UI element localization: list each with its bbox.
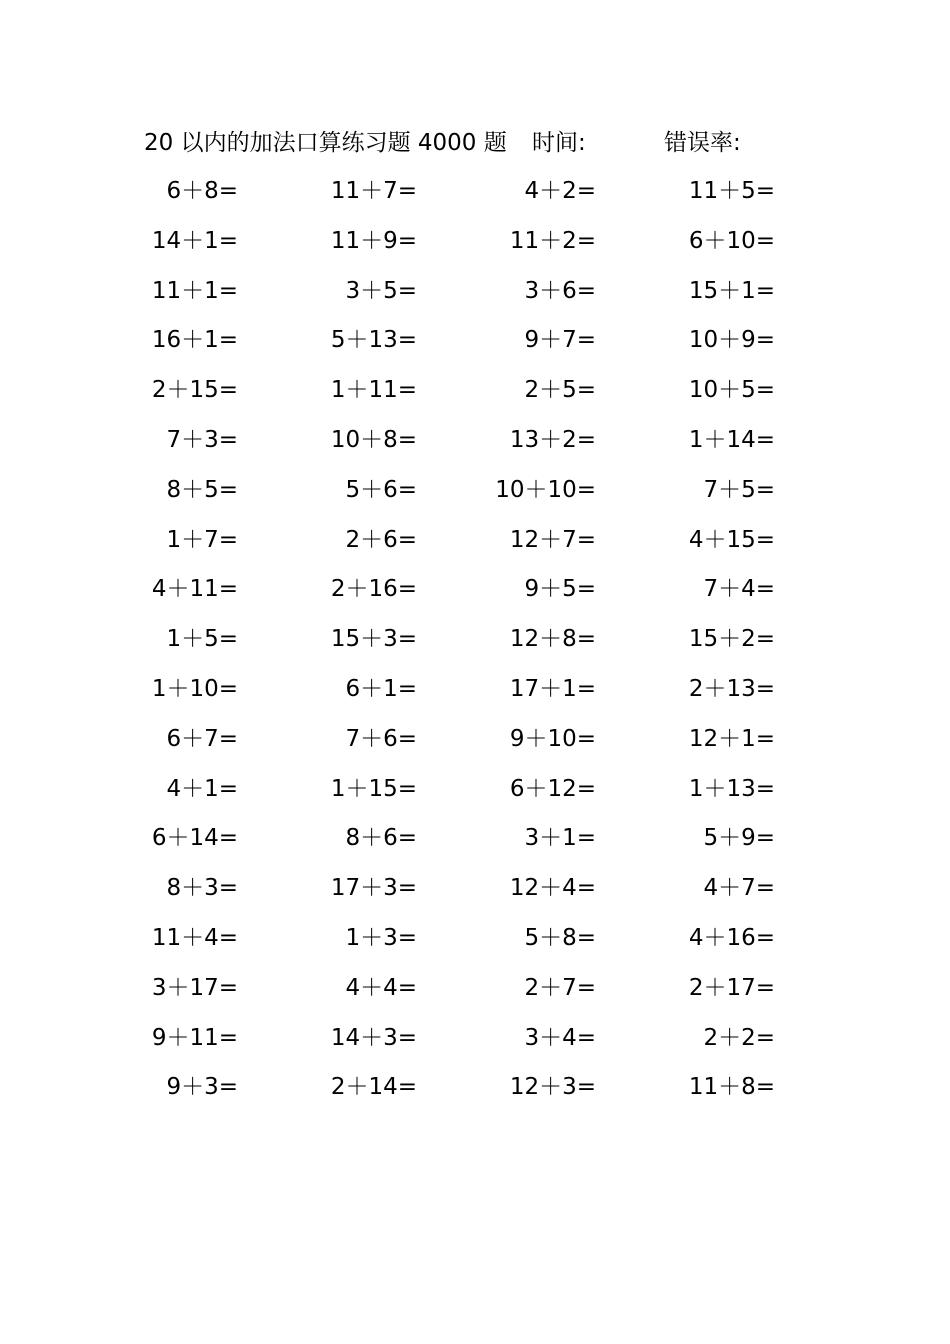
problem-row [0,818,950,868]
problem-cell: 1＋7= [166,526,238,553]
problem-row [0,1067,950,1117]
problem-cell: 11＋7= [330,178,417,204]
problem-cell: 12＋1= [688,725,775,752]
problem-cell: 6＋1= [345,675,417,702]
problem-cell: 7＋3= [166,426,238,453]
problem-cell: 5＋8= [524,924,596,951]
problem-cell: 15＋1= [688,277,775,304]
problem-cell: 17＋1= [509,675,596,702]
problem-cell: 12＋3= [509,1074,596,1101]
problem-cell: 14＋3= [330,1024,417,1051]
problem-row [0,171,950,221]
problem-cell: 6＋8= [166,178,238,204]
problem-cell: 2＋7= [524,974,596,1001]
worksheet-title: 20 以内的加法口算练习题 4000 题 [144,130,507,156]
problem-cell: 3＋6= [524,277,596,304]
problem-cell: 1＋13= [688,775,775,802]
problem-cell: 13＋2= [509,426,596,453]
problem-cell: 8＋5= [166,476,238,503]
problem-cell: 11＋1= [151,277,238,304]
problem-cell: 2＋16= [330,576,417,603]
problem-cell: 9＋3= [166,1074,238,1101]
problem-cell: 4＋4= [345,974,417,1001]
problem-row [0,221,950,271]
problem-row [0,918,950,968]
problem-cell: 4＋1= [166,775,238,802]
problem-cell: 1＋11= [330,377,417,404]
problem-cell: 2＋13= [688,675,775,702]
problem-cell: 1＋10= [151,675,238,702]
problem-cell: 6＋14= [151,825,238,852]
problem-cell: 12＋8= [509,626,596,653]
problem-cell: 16＋1= [151,327,238,354]
problem-cell: 11＋9= [330,227,417,254]
problem-cell: 1＋5= [166,626,238,653]
problem-cell: 4＋15= [688,526,775,553]
problem-row [0,470,950,520]
problem-cell: 2＋17= [688,974,775,1001]
problem-row [0,370,950,420]
problem-cell: 3＋1= [524,825,596,852]
problem-grid [0,171,950,1117]
problem-cell: 12＋4= [509,875,596,902]
problem-cell: 5＋13= [330,327,417,354]
problem-cell: 10＋5= [688,377,775,404]
problem-cell: 9＋10= [509,725,596,752]
problem-cell: 12＋7= [509,526,596,553]
problem-cell: 2＋2= [703,1024,775,1051]
problem-row [0,968,950,1018]
problem-cell: 1＋15= [330,775,417,802]
problem-cell: 4＋2= [524,178,596,204]
problem-row [0,420,950,470]
problem-cell: 7＋6= [345,725,417,752]
problem-cell: 6＋7= [166,725,238,752]
problem-cell: 8＋6= [345,825,417,852]
problem-cell: 15＋2= [688,626,775,653]
problem-row [0,719,950,769]
problem-cell: 4＋7= [703,875,775,902]
problem-cell: 11＋2= [509,227,596,254]
problem-cell: 2＋5= [524,377,596,404]
problem-row [0,1018,950,1068]
problem-cell: 6＋12= [509,775,596,802]
time-label: 时间: [532,130,586,156]
problem-cell: 2＋15= [151,377,238,404]
problem-cell: 2＋6= [345,526,417,553]
problem-row [0,520,950,570]
problem-row [0,271,950,321]
problem-cell: 1＋14= [688,426,775,453]
problem-cell: 10＋8= [330,426,417,453]
problem-cell: 15＋3= [330,626,417,653]
problem-row [0,320,950,370]
problem-cell: 9＋5= [524,576,596,603]
problem-cell: 8＋3= [166,875,238,902]
problem-cell: 4＋11= [151,576,238,603]
problem-cell: 11＋5= [688,178,775,204]
problem-cell: 2＋14= [330,1074,417,1101]
problem-row [0,669,950,719]
problem-cell: 5＋6= [345,476,417,503]
problem-cell: 14＋1= [151,227,238,254]
problem-row [0,619,950,669]
problem-row [0,769,950,819]
error-rate-label: 错误率: [664,130,741,156]
problem-cell: 3＋4= [524,1024,596,1051]
problem-cell: 17＋3= [330,875,417,902]
problem-cell: 5＋9= [703,825,775,852]
problem-cell: 7＋5= [703,476,775,503]
problem-cell: 4＋16= [688,924,775,951]
problem-row [0,868,950,918]
problem-cell: 11＋8= [688,1074,775,1101]
problem-cell: 7＋4= [703,576,775,603]
problem-cell: 9＋11= [151,1024,238,1051]
problem-cell: 1＋3= [345,924,417,951]
problem-cell: 9＋7= [524,327,596,354]
problem-cell: 3＋5= [345,277,417,304]
problem-cell: 11＋4= [151,924,238,951]
problem-cell: 3＋17= [151,974,238,1001]
problem-cell: 10＋10= [495,476,596,503]
problem-cell: 6＋10= [688,227,775,254]
problem-cell: 10＋9= [688,327,775,354]
problem-row [0,569,950,619]
